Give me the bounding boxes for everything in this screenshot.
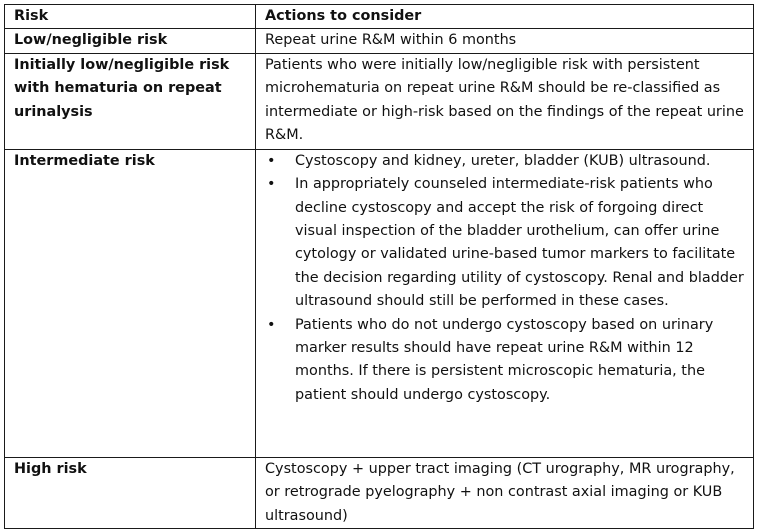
- table-row: [5, 149, 754, 457]
- risk-column-header: Risk: [5, 5, 256, 29]
- risk-level-cell: Low/negligible risk: [5, 29, 256, 53]
- header-row: [5, 5, 754, 29]
- action-cell: Patients who were initially low/negligible risk with persistent microhematuria on repeat urine R&M should be re-classified as intermediate or high-risk based on the findings of the repeat urine R&M.: [256, 53, 754, 149]
- table-row: [5, 29, 754, 53]
- action-cell: Repeat urine R&M within 6 months: [256, 29, 754, 53]
- risk-actions-table: [4, 4, 754, 529]
- risk-level-cell: Initially low/negligible risk with hematuria on repeat urinalysis: [5, 53, 256, 149]
- table-row: [5, 457, 754, 528]
- actions-column-header: Actions to consider: [256, 5, 754, 29]
- list-item: • In appropriately counseled intermediate-risk patients who decline cystoscopy and accept the risk of forgoing direct visual inspection of the bladder urothelium, can offer urine cytology or validated urine-based tumor markers to facilitate the decision regarding utility of cystoscopy. Renal and bladder ultrasound should still be performed in these cases.: [265, 173, 747, 313]
- risk-level-cell: Intermediate risk: [5, 149, 256, 457]
- risk-level-cell: High risk: [5, 457, 256, 528]
- list-item: • Cystoscopy and kidney, ureter, bladder (KUB) ultrasound.: [265, 150, 747, 173]
- list-item: • Patients who do not undergo cystoscopy based on urinary marker results should have repeat urine R&M within 12 months. If there is persistent microscopic hematuria, the patient should undergo cystoscopy.: [265, 314, 747, 408]
- action-bullet-list: [265, 150, 747, 407]
- action-cell: Cystoscopy + upper tract imaging (CT urography, MR urography, or retrograde pyelography + non contrast axial imaging or KUB ultrasound): [256, 457, 754, 528]
- table-row: [5, 53, 754, 149]
- action-cell: [256, 149, 754, 457]
